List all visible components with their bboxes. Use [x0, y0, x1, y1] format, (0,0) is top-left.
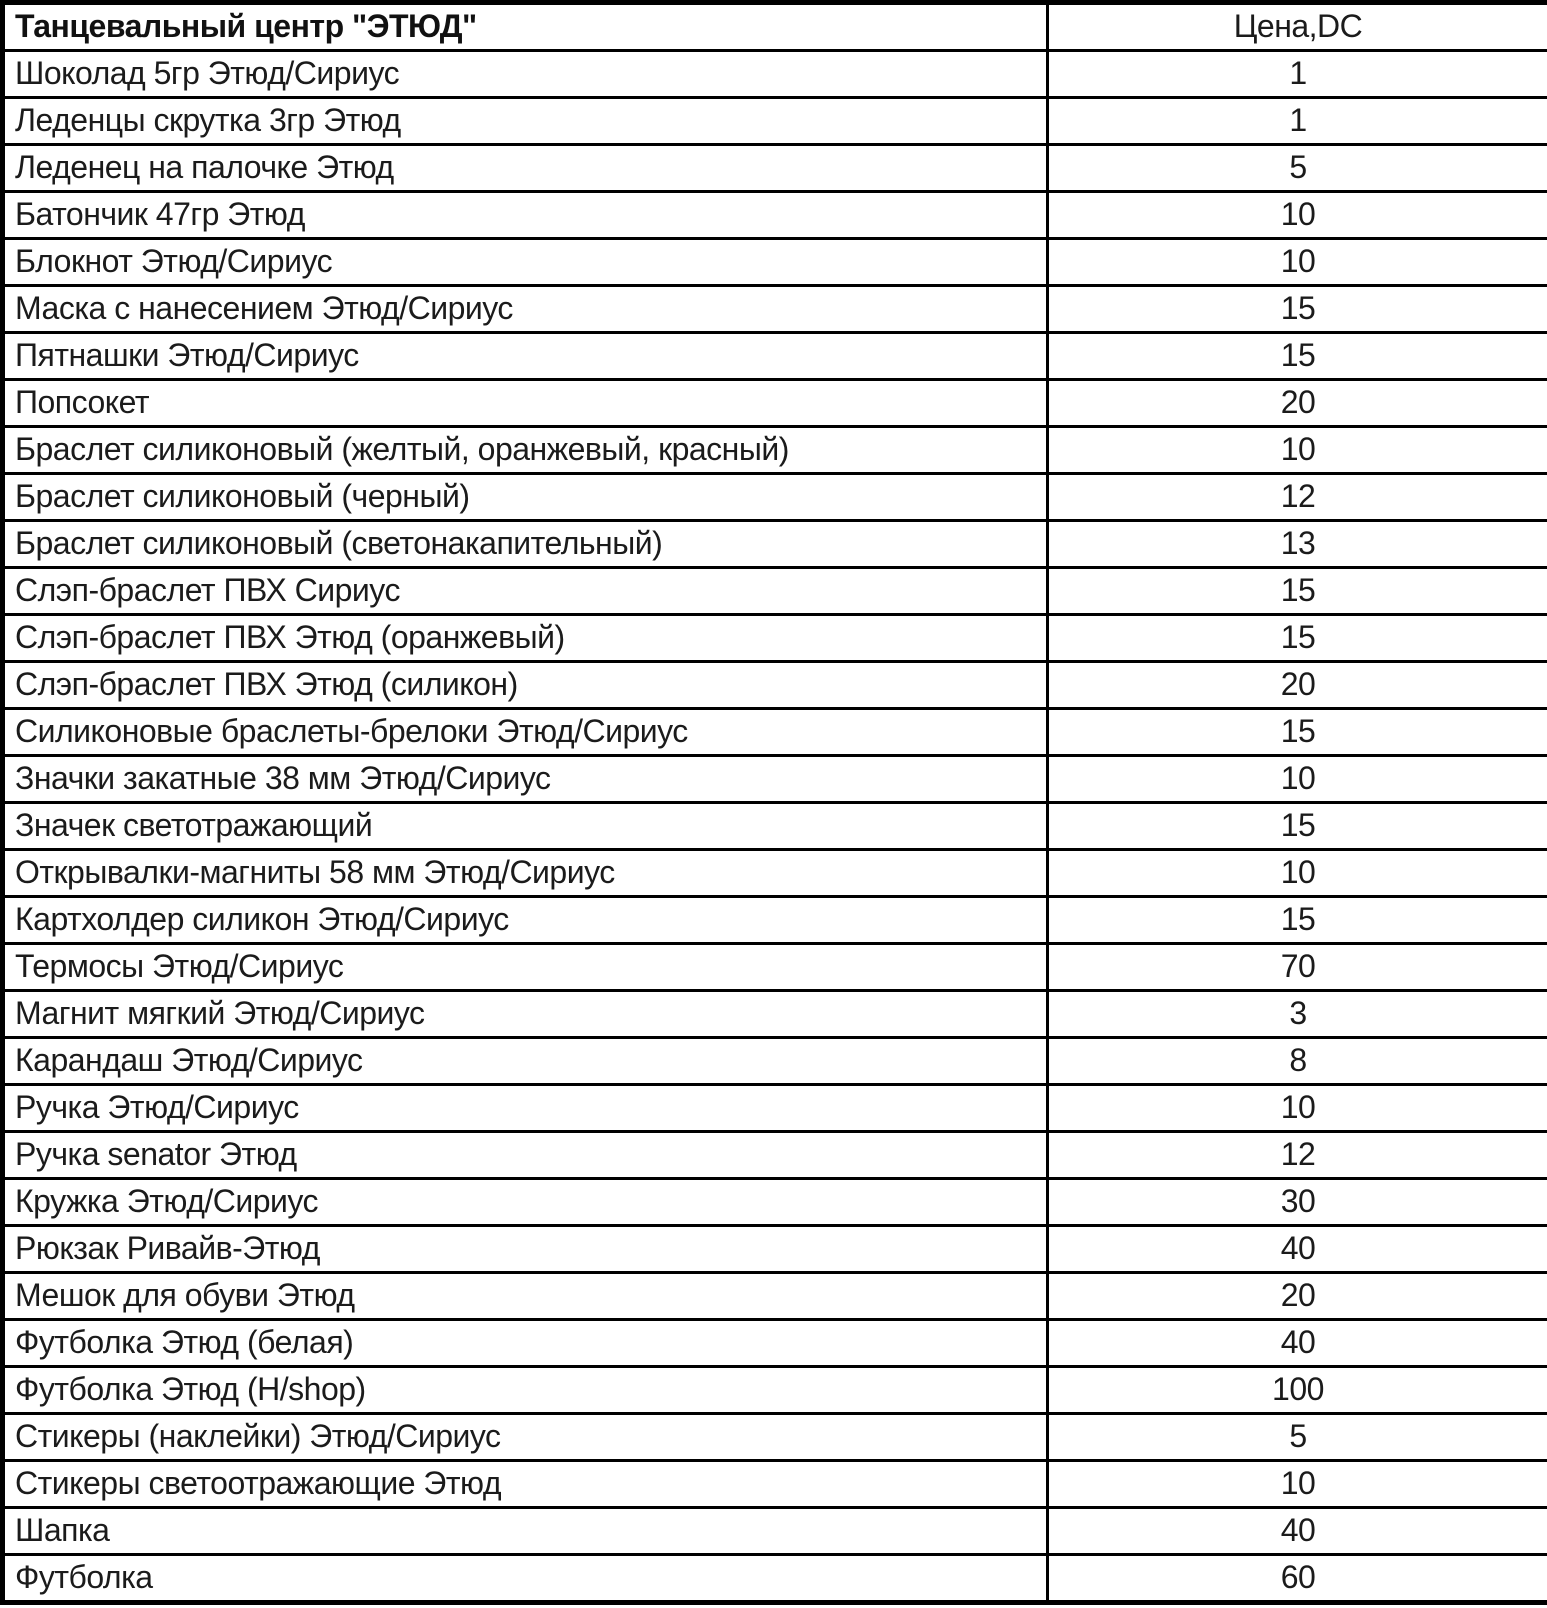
product-name: Футболка Этюд (белая) [3, 1320, 1048, 1367]
product-name: Браслет силиконовый (светонакапительный) [3, 521, 1048, 568]
table-row [3, 991, 1547, 1038]
product-name: Браслет силиконовый (желтый, оранжевый, красный) [3, 427, 1048, 474]
product-price: 40 [1048, 1226, 1547, 1273]
product-price: 10 [1048, 850, 1547, 897]
product-price: 70 [1048, 944, 1547, 991]
table-row [3, 1273, 1547, 1320]
table-row [3, 1414, 1547, 1461]
table-row [3, 474, 1547, 521]
product-price: 10 [1048, 756, 1547, 803]
product-price: 40 [1048, 1320, 1547, 1367]
table-row [3, 380, 1547, 427]
product-price: 5 [1048, 1414, 1547, 1461]
product-name: Ручка Этюд/Сириус [3, 1085, 1048, 1132]
table-row [3, 286, 1547, 333]
table-title: Танцевальный центр "ЭТЮД" [3, 3, 1048, 51]
product-price: 10 [1048, 239, 1547, 286]
table-row [3, 51, 1547, 98]
table-row [3, 98, 1547, 145]
product-name: Леденец на палочке Этюд [3, 145, 1048, 192]
product-name: Значки закатные 38 мм Этюд/Сириус [3, 756, 1048, 803]
product-price: 13 [1048, 521, 1547, 568]
product-name: Попсокет [3, 380, 1048, 427]
table-body [3, 51, 1547, 1603]
product-name: Мешок для обуви Этюд [3, 1273, 1048, 1320]
product-price: 100 [1048, 1367, 1547, 1414]
table-row [3, 239, 1547, 286]
product-name: Маска с нанесением Этюд/Сириус [3, 286, 1048, 333]
product-name: Силиконовые браслеты-брелоки Этюд/Сириус [3, 709, 1048, 756]
product-name: Слэп-браслет ПВХ Сириус [3, 568, 1048, 615]
product-name: Пятнашки Этюд/Сириус [3, 333, 1048, 380]
product-name: Карандаш Этюд/Сириус [3, 1038, 1048, 1085]
product-price: 1 [1048, 98, 1547, 145]
product-price: 15 [1048, 709, 1547, 756]
table-row [3, 803, 1547, 850]
product-name: Браслет силиконовый (черный) [3, 474, 1048, 521]
product-name: Магнит мягкий Этюд/Сириус [3, 991, 1048, 1038]
table-row [3, 427, 1547, 474]
header-row [3, 3, 1547, 51]
table-row [3, 756, 1547, 803]
table-row [3, 850, 1547, 897]
table-row [3, 192, 1547, 239]
product-price: 15 [1048, 333, 1547, 380]
product-name: Блокнот Этюд/Сириус [3, 239, 1048, 286]
product-price: 15 [1048, 286, 1547, 333]
product-name: Батончик 47гр Этюд [3, 192, 1048, 239]
product-name: Значек светотражающий [3, 803, 1048, 850]
product-name: Футболка [3, 1555, 1048, 1603]
product-name: Кружка Этюд/Сириус [3, 1179, 1048, 1226]
product-price: 30 [1048, 1179, 1547, 1226]
table-row [3, 1085, 1547, 1132]
product-price: 20 [1048, 380, 1547, 427]
product-price: 10 [1048, 427, 1547, 474]
product-price: 10 [1048, 192, 1547, 239]
table-row [3, 333, 1547, 380]
product-name: Картхолдер силикон Этюд/Сириус [3, 897, 1048, 944]
table-row [3, 1132, 1547, 1179]
table-row [3, 568, 1547, 615]
product-price: 3 [1048, 991, 1547, 1038]
table-row [3, 1367, 1547, 1414]
product-price: 20 [1048, 1273, 1547, 1320]
table-row [3, 1038, 1547, 1085]
product-name: Футболка Этюд (H/shop) [3, 1367, 1048, 1414]
product-name: Ручка senator Этюд [3, 1132, 1048, 1179]
product-name: Рюкзак Ривайв-Этюд [3, 1226, 1048, 1273]
product-price: 15 [1048, 803, 1547, 850]
table-row [3, 662, 1547, 709]
product-price: 20 [1048, 662, 1547, 709]
table-row [3, 1461, 1547, 1508]
product-price: 12 [1048, 474, 1547, 521]
product-price: 10 [1048, 1085, 1547, 1132]
table-row [3, 1179, 1547, 1226]
product-name: Открывалки-магниты 58 мм Этюд/Сириус [3, 850, 1048, 897]
table-row [3, 897, 1547, 944]
product-price: 1 [1048, 51, 1547, 98]
table-row [3, 521, 1547, 568]
product-price: 5 [1048, 145, 1547, 192]
product-price: 8 [1048, 1038, 1547, 1085]
product-name: Термосы Этюд/Сириус [3, 944, 1048, 991]
table-row [3, 944, 1547, 991]
table-row [3, 1555, 1547, 1603]
product-name: Слэп-браслет ПВХ Этюд (оранжевый) [3, 615, 1048, 662]
product-price: 40 [1048, 1508, 1547, 1555]
product-price: 15 [1048, 615, 1547, 662]
product-name: Слэп-браслет ПВХ Этюд (силикон) [3, 662, 1048, 709]
table-row [3, 145, 1547, 192]
table-row [3, 1320, 1547, 1367]
product-name: Стикеры (наклейки) Этюд/Сириус [3, 1414, 1048, 1461]
product-name: Стикеры светоотражающие Этюд [3, 1461, 1048, 1508]
product-name: Шоколад 5гр Этюд/Сириус [3, 51, 1048, 98]
product-price: 12 [1048, 1132, 1547, 1179]
price-column-header: Цена,DC [1048, 3, 1547, 51]
table-row [3, 709, 1547, 756]
product-price: 10 [1048, 1461, 1547, 1508]
table-row [3, 1226, 1547, 1273]
table-row [3, 1508, 1547, 1555]
product-price: 60 [1048, 1555, 1547, 1603]
table-row [3, 615, 1547, 662]
product-price: 15 [1048, 568, 1547, 615]
product-price: 15 [1048, 897, 1547, 944]
product-name: Шапка [3, 1508, 1048, 1555]
product-name: Леденцы скрутка 3гр Этюд [3, 98, 1048, 145]
